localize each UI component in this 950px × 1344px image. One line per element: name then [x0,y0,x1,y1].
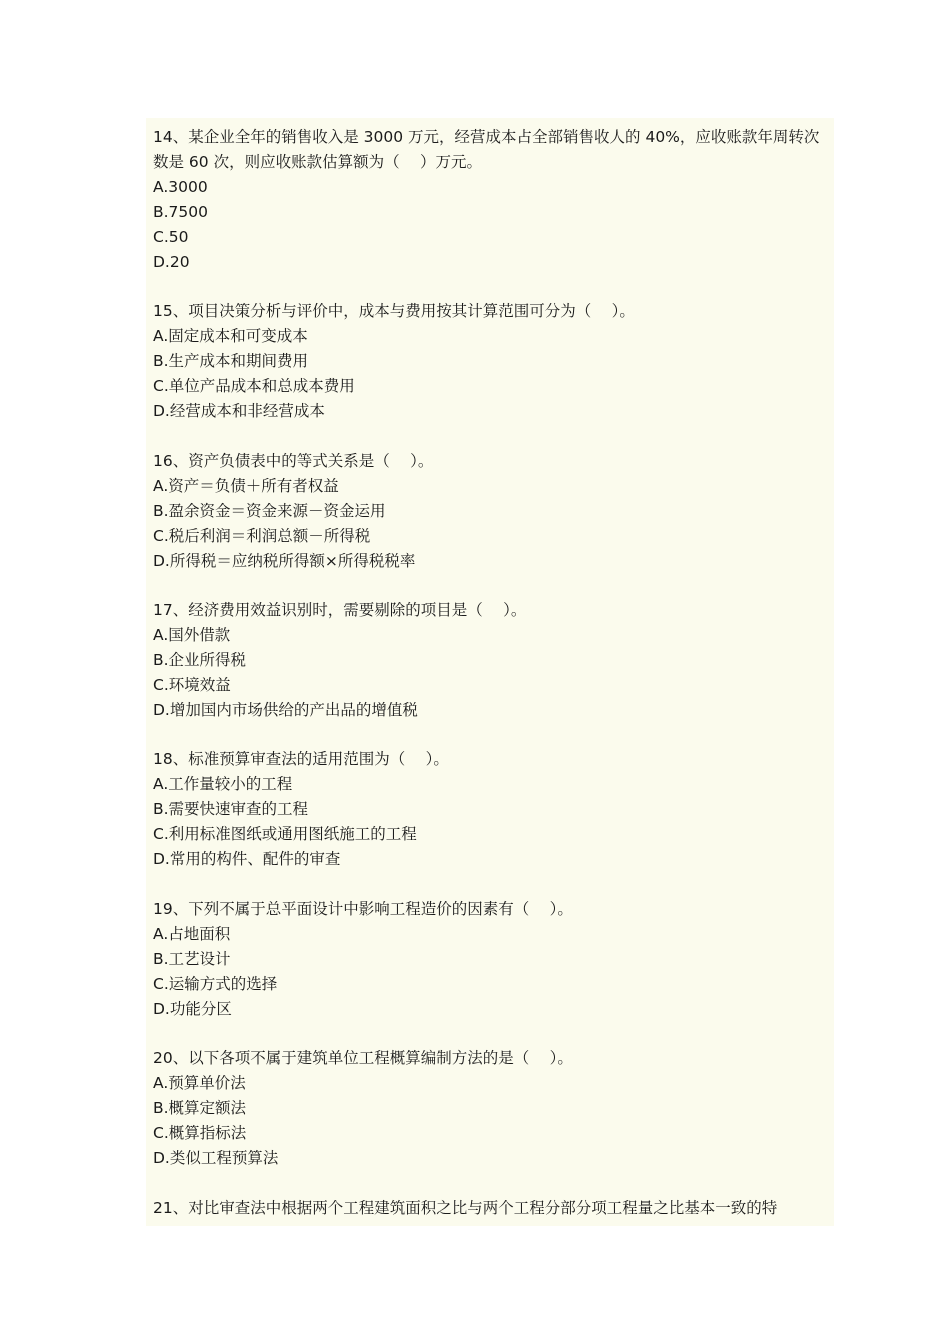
option-a: A.国外借款 [153,626,231,644]
question-stem: 15、项目决策分析与评价中，成本与费用按其计算范围可分为（ ）。 [153,302,635,320]
option-c: C.运输方式的选择 [153,975,278,993]
option-b: B.企业所得税 [153,651,247,669]
question-stem: 21、对比审查法中根据两个工程建筑面积之比与两个工程分部分项工程量之比基本一致的特 [153,1199,778,1217]
option-c: C.50 [153,228,189,246]
question-20 [153,1046,829,1171]
option-b: B.需要快速审查的工程 [153,800,309,818]
question-stem: 14、某企业全年的销售收入是 3000 万元，经营成本占全部销售收人的 40%，应收账款年周转次数是 60 次，则应收账款估算额为（ ）万元。 [153,128,820,171]
option-b: B.盈余资金＝资金来源－资金运用 [153,502,386,520]
option-a: A.预算单价法 [153,1074,246,1092]
option-d: D.经营成本和非经营成本 [153,402,325,420]
question-18 [153,747,829,872]
option-c: C.单位产品成本和总成本费用 [153,377,355,395]
option-d: D.所得税＝应纳税所得额×所得税税率 [153,552,416,570]
question-stem: 16、资产负债表中的等式关系是（ ）。 [153,452,434,470]
question-15 [153,299,829,424]
option-c: C.税后利润＝利润总额－所得税 [153,527,371,545]
option-d: D.常用的构件、配件的审查 [153,850,341,868]
option-c: C.利用标准图纸或通用图纸施工的工程 [153,825,417,843]
option-d: D.20 [153,253,190,271]
option-a: A.固定成本和可变成本 [153,327,308,345]
option-a: A.3000 [153,178,208,196]
question-stem: 20、以下各项不属于建筑单位工程概算编制方法的是（ ）。 [153,1049,573,1067]
option-b: B.概算定额法 [153,1099,247,1117]
option-a: A.占地面积 [153,925,231,943]
option-b: B.工艺设计 [153,950,231,968]
question-stem: 19、下列不属于总平面设计中影响工程造价的因素有（ ）。 [153,900,573,918]
option-b: B.7500 [153,203,209,221]
option-b: B.生产成本和期间费用 [153,352,309,370]
option-a: A.资产＝负债＋所有者权益 [153,477,339,495]
question-stem: 18、标准预算审查法的适用范围为（ ）。 [153,750,449,768]
option-c: C.概算指标法 [153,1124,247,1142]
question-17 [153,598,829,723]
question-19 [153,897,829,1022]
question-21 [153,1196,829,1221]
option-d: D.类似工程预算法 [153,1149,279,1167]
option-d: D.功能分区 [153,1000,232,1018]
question-stem: 17、经济费用效益识别时，需要剔除的项目是（ ）。 [153,601,527,619]
option-c: C.环境效益 [153,676,231,694]
question-16 [153,449,829,574]
question-14 [153,125,829,275]
option-a: A.工作量较小的工程 [153,775,293,793]
option-d: D.增加国内市场供给的产出品的增值税 [153,701,418,719]
